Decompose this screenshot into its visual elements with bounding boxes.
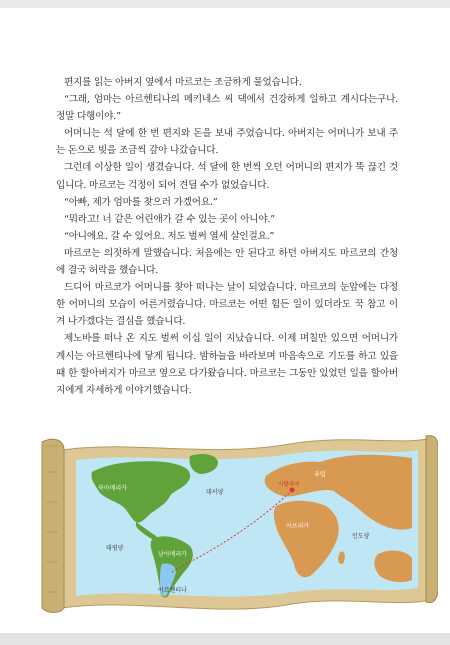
paragraph: “뭐라고! 너 같은 어린애가 갈 수 있는 곳이 아니야.” <box>64 213 275 225</box>
story-text <box>56 74 398 399</box>
world-map-svg <box>40 432 438 615</box>
label-south-america: 남아메리카 <box>158 551 187 558</box>
label-atlantic: 대서양 <box>206 489 224 496</box>
paragraph: “아빠, 제가 엄마를 찾으러 가겠어요.” <box>64 196 218 208</box>
paragraph: 제노바를 떠나 온 지도 벌써 이십 일이 지났습니다. 이제 며칠만 있으면 어머니가 계시는 아르헨티나에 닿게 됩니다. 밤하늘을 바라보며 마음속으로 기도를 하고 있을 때 한 할아버지가 마르코 옆으로 다가왔습니다. 마르코는 그동안 있었던 일을 할아버지에게 자세하게 이야기했습니다. <box>56 333 398 396</box>
paragraph: 그런데 이상한 일이 생겼습니다. 석 달에 한 번씩 오던 어머니의 편지가 뚝 끊긴 것입니다. 마르코는 걱정이 되어 견딜 수가 없었습니다. <box>56 162 398 191</box>
label-north-america: 북아메리카 <box>98 485 127 492</box>
paragraph: 편지를 읽는 아버지 옆에서 마르코는 조금하게 물었습니다. <box>64 77 302 88</box>
paragraph: “그래, 엄마는 아르헨티나의 메키네스 씨 댁에서 건강하게 일하고 계시다는구나. 정말 다행이야.” <box>56 94 398 123</box>
world-map-illustration <box>40 432 438 615</box>
paragraph: 마르코는 의젓하게 말했습니다. 처음에는 안 된다고 하던 아버지도 마르코의 간청에 결국 허락을 했습니다. <box>56 247 398 277</box>
paragraph: 어머니는 석 달에 한 번 편지와 돈을 보내 주었습니다. 아버지는 어머니가 보내 주는 돈으로 빚을 조금씩 갚아 나갔습니다. <box>56 128 398 157</box>
label-indian-ocean: 인도양 <box>352 533 370 540</box>
page-bottom-border <box>0 633 450 645</box>
page-top-border <box>0 0 450 8</box>
label-europe: 유럽 <box>314 471 326 478</box>
label-argentina: 아르헨티나 <box>158 587 187 594</box>
label-africa: 아프리카 <box>286 523 310 530</box>
paragraph: 드디어 마르코가 어머니를 찾아 떠나는 날이 되었습니다. 마르코의 눈앞에는 다정한 어머니의 모습이 어른거렸습니다. 마르코는 어떤 힘든 일이 있더라도 꾹 참고 이겨 나가겠다는 결심을 했습니다. <box>56 282 398 328</box>
label-italy: 이탈리아 <box>278 482 300 488</box>
italy-marker <box>290 488 295 493</box>
paragraph: “아니에요. 갈 수 있어요. 저도 벌써 열세 살인걸요.” <box>64 230 275 242</box>
label-pacific: 태평양 <box>106 545 124 552</box>
